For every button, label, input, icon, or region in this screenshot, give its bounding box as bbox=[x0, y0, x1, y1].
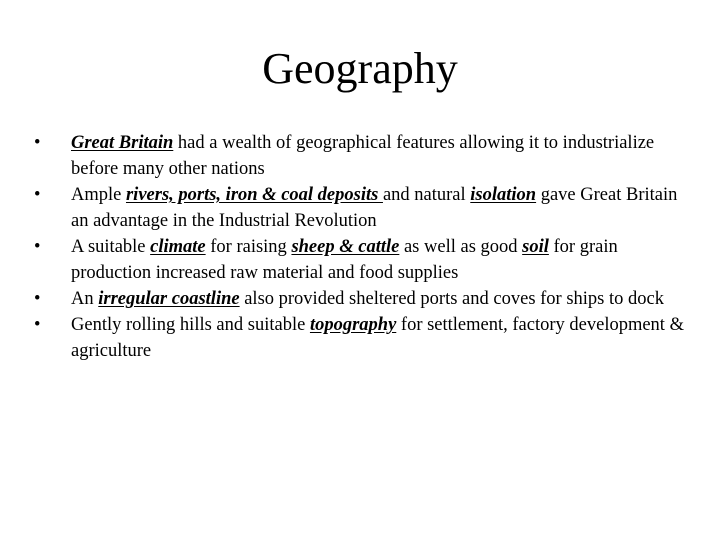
bullet-item bbox=[34, 182, 684, 234]
bullet-item bbox=[34, 286, 684, 312]
emphasized-term: topography bbox=[309, 315, 397, 335]
bullet-item bbox=[34, 312, 684, 364]
bullet-marker: • bbox=[34, 289, 41, 309]
bullet-text: had a wealth of geographical features allowing it to industrialize before many other nations bbox=[71, 133, 655, 179]
emphasized-term: Great Britain bbox=[71, 133, 174, 153]
bullet-list bbox=[34, 130, 684, 364]
emphasized-term: climate bbox=[150, 237, 206, 257]
bullet-text: A suitable bbox=[71, 237, 151, 257]
slide-title: Geography bbox=[262, 44, 458, 93]
bullet-text: gave Great Britain an advantage in the Industrial Revolution bbox=[71, 185, 678, 231]
bullet-text: for settlement, factory development & agriculture bbox=[71, 315, 684, 361]
bullet-item bbox=[34, 234, 684, 286]
bullet-marker: • bbox=[34, 315, 41, 335]
bullet-item bbox=[34, 130, 684, 182]
emphasized-term: soil bbox=[522, 237, 549, 257]
emphasized-term: irregular coastline bbox=[98, 289, 240, 309]
bullet-text: as well as good bbox=[399, 237, 523, 257]
bullet-text: Ample bbox=[71, 185, 126, 205]
bullet-marker: • bbox=[34, 237, 41, 257]
bullet-text: for raising bbox=[205, 237, 292, 257]
bullet-text: An bbox=[71, 289, 99, 309]
bullet-text: and natural bbox=[382, 185, 471, 205]
bullet-marker: • bbox=[34, 133, 41, 153]
bullet-marker: • bbox=[34, 185, 41, 205]
emphasized-term: sheep & cattle bbox=[291, 237, 400, 257]
bullet-text: Gently rolling hills and suitable bbox=[71, 315, 310, 335]
emphasized-term: isolation bbox=[470, 185, 537, 205]
bullet-text: for grain production increased raw material and food supplies bbox=[71, 237, 618, 283]
emphasized-term: rivers, ports, iron & coal deposits bbox=[125, 185, 383, 205]
bullet-text: also provided sheltered ports and coves for ships to dock bbox=[239, 289, 664, 309]
